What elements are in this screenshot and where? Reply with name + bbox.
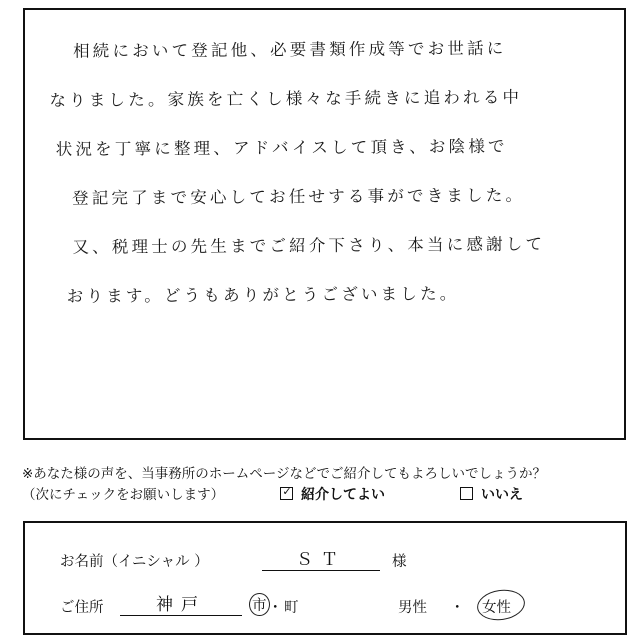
address-label: ご住所 <box>60 600 104 616</box>
testimonial-line: 又、税理士の先生までご紹介下さり、本当に感謝して <box>72 234 546 257</box>
handwritten-testimonial <box>49 36 611 334</box>
city-selection-circle: 市 <box>249 593 270 616</box>
consent-option-no[interactable] <box>460 485 523 506</box>
testimonial-line: 相続において登記他、必要書類作成等でお世話に <box>72 38 507 61</box>
female-option[interactable]: 女性 <box>482 600 511 616</box>
address-field[interactable]: 神戸 <box>120 590 242 616</box>
town-option[interactable]: 町 <box>284 600 299 616</box>
customer-info-box <box>23 521 627 635</box>
name-honorific: 様 <box>392 554 407 570</box>
option-separator: ・ <box>268 600 283 616</box>
testimonial-line: 登記完了まで安心してお任せする事ができました。 <box>72 185 526 208</box>
consent-no-label: いいえ <box>481 487 523 503</box>
testimonial-line: なりました。家族を亡くし様々な手続きに追われる中 <box>49 87 523 110</box>
consent-yes-checkbox[interactable] <box>280 487 293 500</box>
name-label: お名前（イニシャル ） <box>60 554 209 570</box>
testimonial-line: おります。どうもありがとうございました。 <box>66 284 460 306</box>
consent-option-yes[interactable] <box>280 485 385 506</box>
consent-question-text: ※あなた様の声を、当事務所のホームページなどでご紹介してもよろしいでしょうか？ <box>22 466 547 482</box>
option-separator: ・ <box>450 600 465 616</box>
name-field[interactable]: ＳＴ <box>262 545 380 571</box>
male-option[interactable]: 男性 <box>398 600 427 616</box>
testimonial-line: 状況を丁寧に整理、アドバイスして頂き、お陰様で <box>55 136 508 159</box>
check-mark-icon: ✓ <box>282 485 292 498</box>
city-option[interactable] <box>252 596 267 614</box>
consent-yes-label: 紹介してよい <box>301 487 385 503</box>
consent-instruction: （次にチェックをお願いします） <box>22 487 225 503</box>
consent-no-checkbox[interactable] <box>460 487 473 500</box>
